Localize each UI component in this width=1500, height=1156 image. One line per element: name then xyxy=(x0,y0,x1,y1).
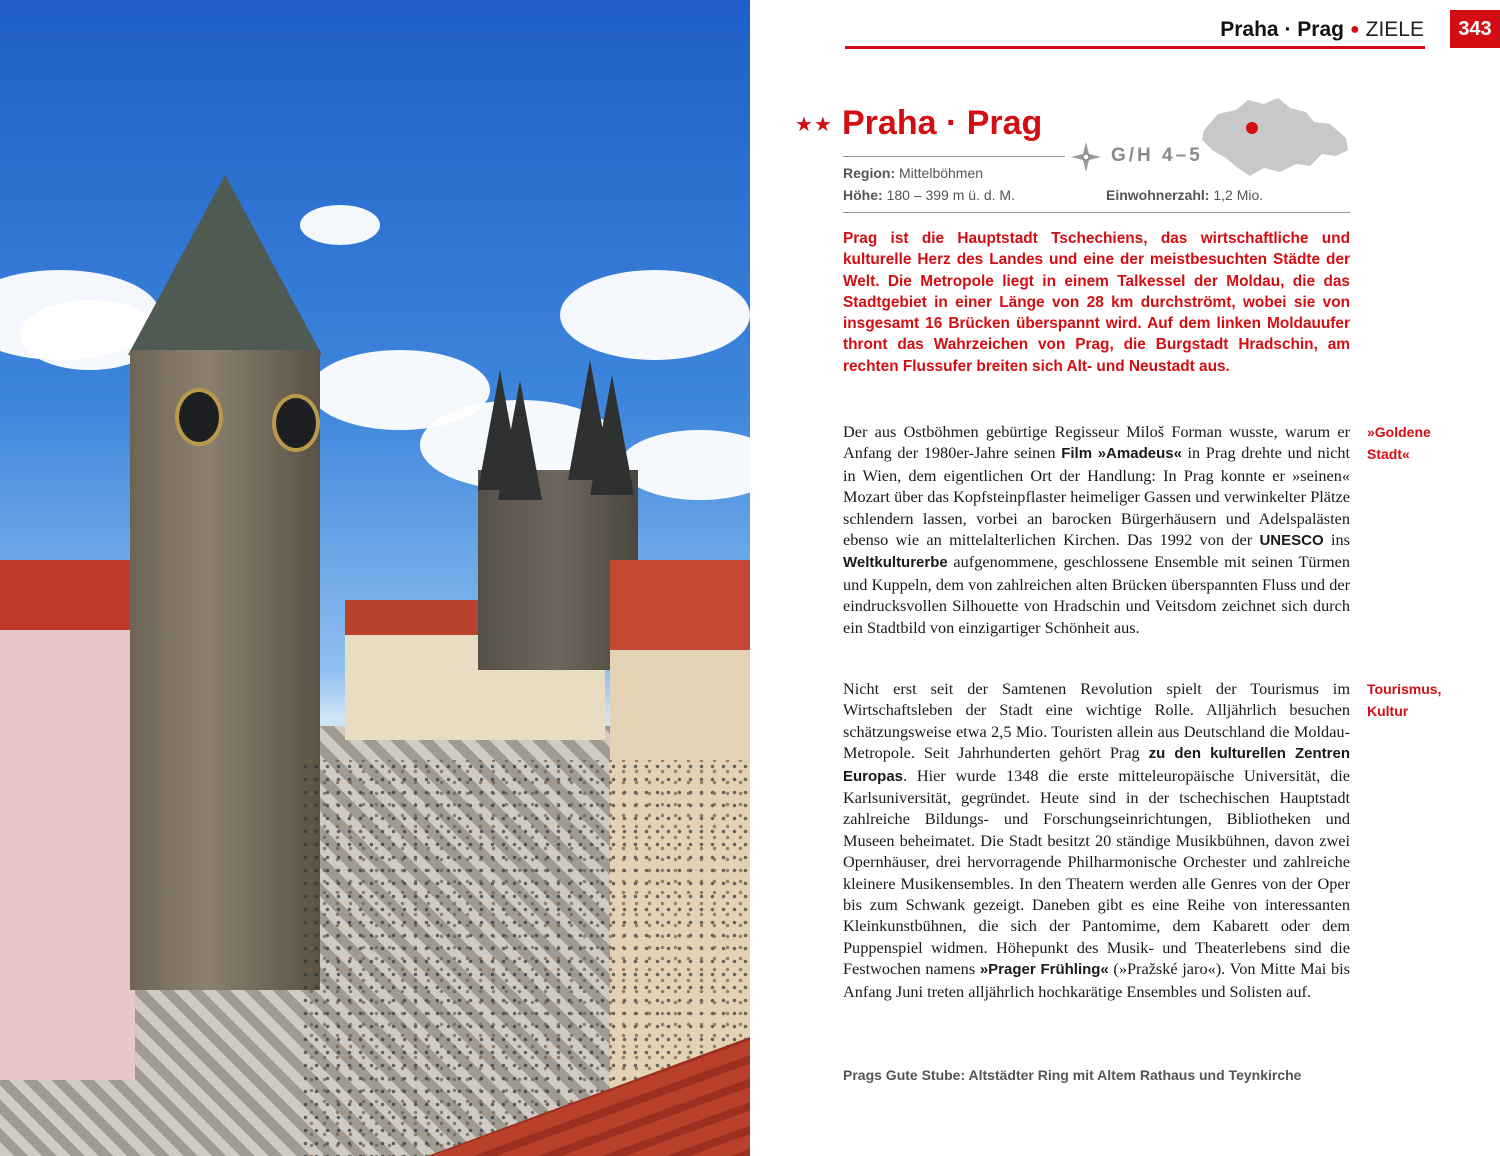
map-grid-reference: G/H 4–5 xyxy=(1111,145,1203,166)
page-number: 343 xyxy=(1450,10,1500,48)
highlight-heritage: Weltkulturerbe xyxy=(843,554,948,572)
text-run: in Prag drehte und nicht in Wien, dem eigentlichen Ort der Handlung: In Prag konnte er »seinen« Mozart über das Kopfsteinpflaster heimeliger Gassen und verwinkelter Plätze schlendern lassen, vorbei an barocken Bürgerhäusern und Adelspalästen ebenso wie an mittelalterlichen Kirchen. Das 1992 von der xyxy=(843,443,1351,550)
text-run: . Hier wurde 1348 die erste mitteleuropäische Universität, die Karlsuniversität, gegründet. Heute sind in der tschechischen Hauptstadt zahlreiche Bildungs- und Forschungseinrichtungen, Bibliotheken und Museen beheimatet. Die Stadt besitzt 20 ständige Musikbühnen, davon zwei Opernhäuser, drei hervorragende Philharmonische Orchester und zahlreiche kleinere Musikensembles. In den Theatern werden alle Genres von der Oper bis zum Schwank gezeigt. Daneben gibt es eine Reihe von interessanten Kleinkunstbühnen, die sich der Pantomime, dem Kabarett oder dem Puppenspiel widmen. Höhepunkt des Musik- und Theaterlebens sind die Festwochen namens xyxy=(843,765,1350,979)
highlight-cultural-centers: zu den kulturellen Zentren Europas xyxy=(843,745,1351,785)
running-title: Praha · Prag xyxy=(1220,18,1344,41)
text-run: aufgenommene, geschlossene Ensemble mit seinen Türmen und Kuppeln, dem von zahlreichen alten Brücken überspannten Fluss und der eindrucksvollen Silhouette von Hradschin und Veitsdom zeichnet sich durch ein Stadtbild von einzigartiger Schönheit aus. xyxy=(843,552,1350,637)
margin-note-golden-city xyxy=(1367,421,1477,465)
height-line xyxy=(843,187,1015,203)
region-value: Mittelböhmen xyxy=(899,165,984,181)
body-paragraph-1 xyxy=(843,421,1350,638)
czech-map-icon xyxy=(1198,92,1350,182)
text-run: Nicht erst seit der Samtenen Revolution spielt der Tourismus im Wirtschaftsleben der Stadt eine wichtige Rolle. Alljährlich besuchen schätzungsweise etwa 2,5 Mio. Touristen allein aus Deutschland die Moldau-Metropole. Seit Jahrhunderten gehört Prag xyxy=(843,679,1350,763)
margin-note-line: Tourismus, xyxy=(1367,681,1442,697)
lead-paragraph: Prag ist die Hauptstadt Tschechiens, das wirtschaftliche und kulturelle Herz des Landes und eine der meistbesuchten Städte der Welt. Die Metropole liegt in einem Talkessel der Moldau, die das Stadtgebiet in einer Länge von 28 km durchströmt, wobei sie von insgesamt 16 Brücken überspannt wird. Auf dem linken Moldauufer thront das Wahrzeichen von Prag, die Burgstadt Hradschin, am rechten Flussufer breiten sich Alt- und Neustadt aus. xyxy=(843,230,1350,375)
margin-note-tourism xyxy=(1367,678,1477,722)
entry-title: Praha · Prag xyxy=(842,104,1043,142)
region-line xyxy=(843,165,983,181)
height-value: 180 – 399 m ü. d. M. xyxy=(886,187,1015,203)
body-paragraph-2 xyxy=(843,678,1350,1002)
meta-rule xyxy=(843,212,1350,213)
margin-note-line: Stadt« xyxy=(1367,446,1410,462)
population-value: 1,2 Mio. xyxy=(1213,187,1264,203)
compass-icon xyxy=(1071,142,1101,172)
text-run: ins xyxy=(1323,530,1350,550)
margin-note-line: »Goldene xyxy=(1367,424,1431,440)
text-run: (»Pražské jaro«). Von Mitte Mai bis Anfang Juni treten alljährlich hochkarätige Ensembles und Solisten auf. xyxy=(843,959,1350,1001)
population-label: Einwohnerzahl: xyxy=(1106,187,1210,203)
rating-stars-icon: ★★ xyxy=(795,114,833,136)
text-run: Der aus Ostböhmen gebürtige Regisseur Miloš Forman wusste, warum er Anfang der 1980er-Jahre seinen xyxy=(843,422,1350,463)
header-rule xyxy=(845,46,1425,49)
highlight-film: Film »Amadeus« xyxy=(1061,445,1182,463)
photo-caption: Prags Gute Stube: Altstädter Ring mit Altem Rathaus und Teynkirche xyxy=(843,1067,1302,1083)
height-label: Höhe: xyxy=(843,187,883,203)
region-label: Region: xyxy=(843,165,896,181)
section-label: ZIELE xyxy=(1365,18,1424,41)
highlight-unesco: UNESCO xyxy=(1259,532,1324,550)
bullet-icon: ● xyxy=(1349,21,1360,38)
population-line xyxy=(1106,187,1263,203)
highlight-prague-spring: »Prager Frühling« xyxy=(979,961,1109,979)
running-head xyxy=(1220,18,1424,42)
margin-note-line: Kultur xyxy=(1367,703,1409,719)
title-rule xyxy=(843,156,1065,157)
